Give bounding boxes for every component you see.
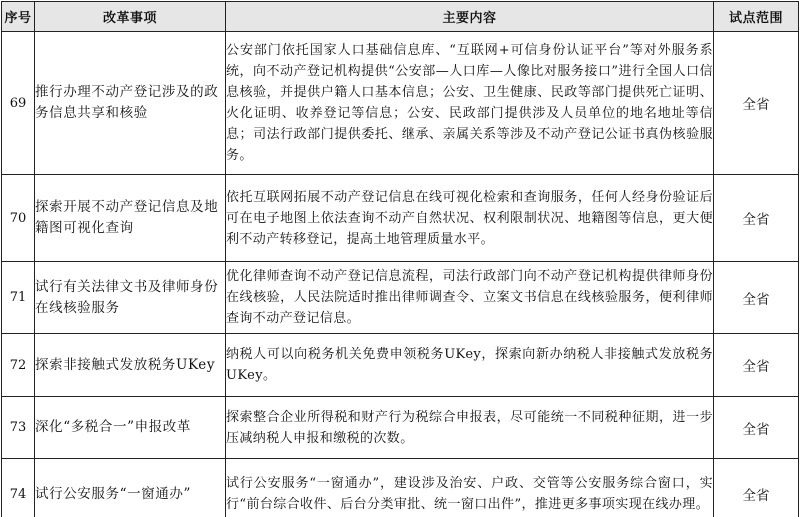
- row-scope: 全省: [714, 459, 799, 517]
- row-item: 试行有关法律文书及律师身份在线核验服务: [35, 262, 226, 334]
- header-item: 改革事项: [35, 2, 226, 32]
- table-row: [2, 262, 799, 334]
- row-content: 试行公安服务“一窗通办”，建设涉及治安、户政、交管等公安服务综合窗口，实行“前台综合收件、后台分类审批、统一窗口出件”，推进更多事项实现在线办理。: [226, 459, 714, 517]
- row-num: 69: [2, 32, 35, 175]
- table-row: [2, 334, 799, 397]
- row-num: 74: [2, 459, 35, 517]
- row-num: 73: [2, 397, 35, 459]
- row-item: 试行公安服务“一窗通办”: [35, 459, 226, 517]
- row-content: 纳税人可以向税务机关免费申领税务UKey，探索向新办纳税人非接触式发放税务UKey。: [226, 334, 714, 397]
- row-content: 公安部门依托国家人口基础信息库、“互联网+可信身份认证平台”等对外服务系统，向不动产登记机构提供“公安部—人口库—人像比对服务接口”进行全国人口信息核验，并提供户籍人口基本信息；公安、卫生健康、民政等部门提供死亡证明、火化证明、收养登记等信息；公安、民政部门提供涉及人员单位的地名地址等信息；司法行政部门提供委托、继承、亲属关系等涉及不动产登记公证书真伪核验服务。: [226, 32, 714, 175]
- row-num: 70: [2, 175, 35, 262]
- row-content: 探索整合企业所得税和财产行为税综合申报表，尽可能统一不同税种征期，进一步压减纳税人申报和缴税的次数。: [226, 397, 714, 459]
- row-num: 72: [2, 334, 35, 397]
- row-item: 推行办理不动产登记涉及的政务信息共享和核验: [35, 32, 226, 175]
- header-scope: 试点范围: [714, 2, 799, 32]
- header-content: 主要内容: [226, 2, 714, 32]
- row-scope: 全省: [714, 262, 799, 334]
- row-item: 深化“多税合一”申报改革: [35, 397, 226, 459]
- table-row: [2, 459, 799, 517]
- table-row: [2, 397, 799, 459]
- table-row: [2, 175, 799, 262]
- row-scope: 全省: [714, 334, 799, 397]
- row-item: 探索开展不动产登记信息及地籍图可视化查询: [35, 175, 226, 262]
- row-num: 71: [2, 262, 35, 334]
- row-content: 依托互联网拓展不动产登记信息在线可视化检索和查询服务，任何人经身份验证后可在电子地图上依法查询不动产自然状况、权利限制状况、地籍图等信息，更大便利不动产转移登记，提高土地管理质量水平。: [226, 175, 714, 262]
- row-scope: 全省: [714, 32, 799, 175]
- reform-items-table: [1, 1, 799, 517]
- header-num: 序号: [2, 2, 35, 32]
- row-content: 优化律师查询不动产登记信息流程，司法行政部门向不动产登记机构提供律师身份在线核验，人民法院适时推出律师调查令、立案文书信息在线核验服务，便利律师查询不动产登记信息。: [226, 262, 714, 334]
- table-header-row: [2, 2, 799, 32]
- row-item: 探索非接触式发放税务UKey: [35, 334, 226, 397]
- row-scope: 全省: [714, 175, 799, 262]
- row-scope: 全省: [714, 397, 799, 459]
- table-row: [2, 32, 799, 175]
